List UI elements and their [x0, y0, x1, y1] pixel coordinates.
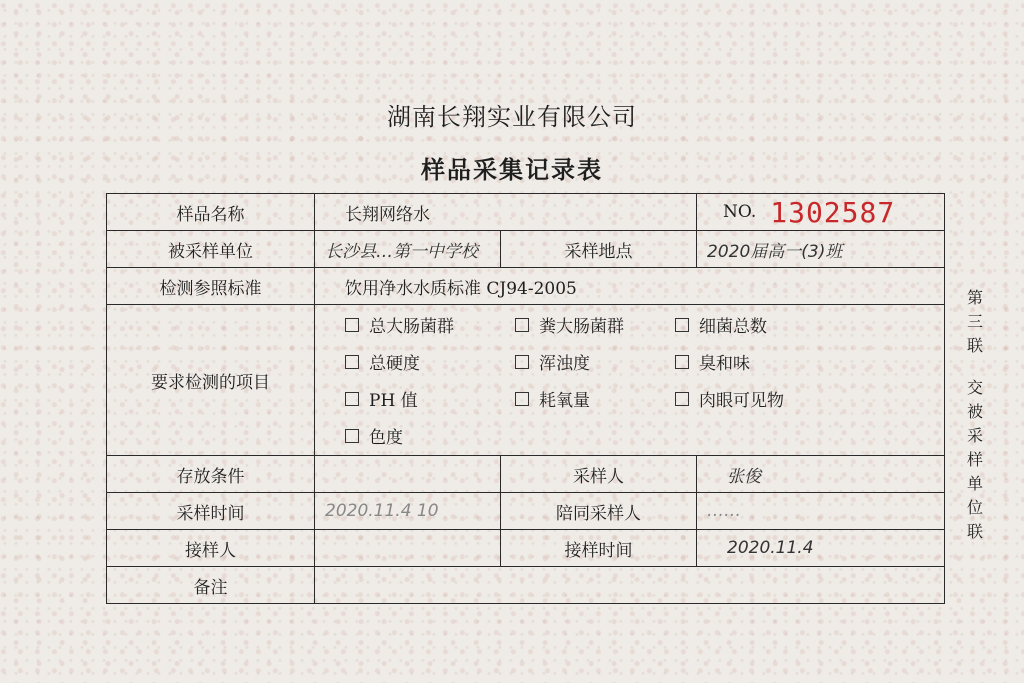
sampler-label: 采样人	[501, 456, 697, 493]
storage-value	[315, 456, 501, 493]
copy-note-char: 采	[966, 426, 983, 445]
test-item[interactable]	[345, 312, 515, 337]
sampling-time-label: 采样时间	[107, 493, 315, 530]
accompany-label: 陪同采样人	[501, 493, 697, 530]
sampled-unit-label: 被采样单位	[107, 231, 315, 268]
remarks-label: 备注	[107, 567, 315, 604]
checkbox-icon[interactable]	[675, 392, 689, 406]
checkbox-icon[interactable]	[515, 392, 529, 406]
checkbox-icon[interactable]	[515, 318, 529, 332]
test-items-grid	[325, 306, 934, 454]
test-item-label: 细菌总数	[699, 317, 767, 337]
checkbox-icon[interactable]	[675, 355, 689, 369]
sample-name-label: 样品名称	[107, 194, 315, 231]
checkbox-icon[interactable]	[345, 392, 359, 406]
test-item[interactable]	[515, 312, 675, 337]
accompany-value: ……	[697, 493, 945, 530]
company-name: 湖南长翔实业有限公司	[387, 103, 637, 131]
row-remarks	[107, 567, 945, 604]
copy-note-char: 被	[966, 402, 983, 421]
copy-note-gap	[962, 358, 988, 376]
test-item-label: 肉眼可见物	[699, 391, 784, 411]
copy-note-char: 第	[966, 288, 983, 307]
test-item-label: 总硬度	[369, 354, 420, 374]
test-item[interactable]	[345, 386, 515, 411]
receiver-label: 接样人	[107, 530, 315, 567]
sampling-place-label: 采样地点	[501, 231, 697, 268]
test-item[interactable]	[515, 386, 675, 411]
checkbox-icon[interactable]	[515, 355, 529, 369]
remarks-value	[315, 567, 945, 604]
sampled-unit-value: 长沙县…第一中学校	[315, 231, 501, 268]
copy-note-char: 三	[966, 312, 983, 331]
sampling-record-table	[106, 193, 945, 604]
test-item[interactable]	[515, 349, 675, 374]
sampling-time-value: 2020.11.4 10	[315, 493, 501, 530]
sampler-value: 张俊	[697, 456, 945, 493]
row-sampled-unit	[107, 231, 945, 268]
row-test-items	[107, 305, 945, 456]
serial-cell	[697, 194, 945, 231]
standard-value: 饮用净水水质标准 CJ94-2005	[315, 268, 945, 305]
checkbox-icon[interactable]	[675, 318, 689, 332]
checkbox-icon[interactable]	[345, 318, 359, 332]
test-item[interactable]	[675, 386, 845, 411]
copy-note-char: 联	[966, 336, 983, 355]
copy-note-char: 交	[966, 378, 983, 397]
test-item[interactable]	[345, 423, 515, 448]
copy-note-char: 样	[966, 450, 983, 469]
copy-note	[962, 286, 988, 544]
receiver-value	[315, 530, 501, 567]
copy-note-char: 联	[966, 522, 983, 541]
test-item[interactable]	[675, 312, 845, 337]
test-item-label: 浑浊度	[539, 354, 590, 374]
serial-number: 1302587	[770, 195, 896, 229]
sample-name-value: 长翔网络水	[315, 194, 697, 231]
test-items-cell	[315, 305, 945, 456]
row-sample-name	[107, 194, 945, 231]
sampling-place-value: 2020届高一(3)班	[697, 231, 945, 268]
test-item-label: 总大肠菌群	[369, 317, 454, 337]
copy-note-char: 位	[966, 498, 983, 517]
receive-time-value: 2020.11.4	[697, 530, 945, 567]
test-item-label: PH 值	[369, 391, 418, 411]
test-item-label: 耗氧量	[539, 391, 590, 411]
row-storage	[107, 456, 945, 493]
row-receiver	[107, 530, 945, 567]
checkbox-icon[interactable]	[345, 429, 359, 443]
storage-label: 存放条件	[107, 456, 315, 493]
test-item[interactable]	[345, 349, 515, 374]
checkbox-icon[interactable]	[345, 355, 359, 369]
copy-note-char: 单	[966, 474, 983, 493]
receive-time-label: 接样时间	[501, 530, 697, 567]
test-item[interactable]	[675, 349, 845, 374]
serial-label: NO.	[723, 202, 757, 222]
form-title: 样品采集记录表	[421, 155, 603, 184]
test-item-label: 色度	[369, 428, 403, 448]
test-items-label: 要求检测的项目	[107, 305, 315, 456]
test-item-label: 粪大肠菌群	[539, 317, 624, 337]
test-item-label: 臭和味	[699, 354, 750, 374]
row-standard	[107, 268, 945, 305]
standard-label: 检测参照标准	[107, 268, 315, 305]
row-sampling-time	[107, 493, 945, 530]
